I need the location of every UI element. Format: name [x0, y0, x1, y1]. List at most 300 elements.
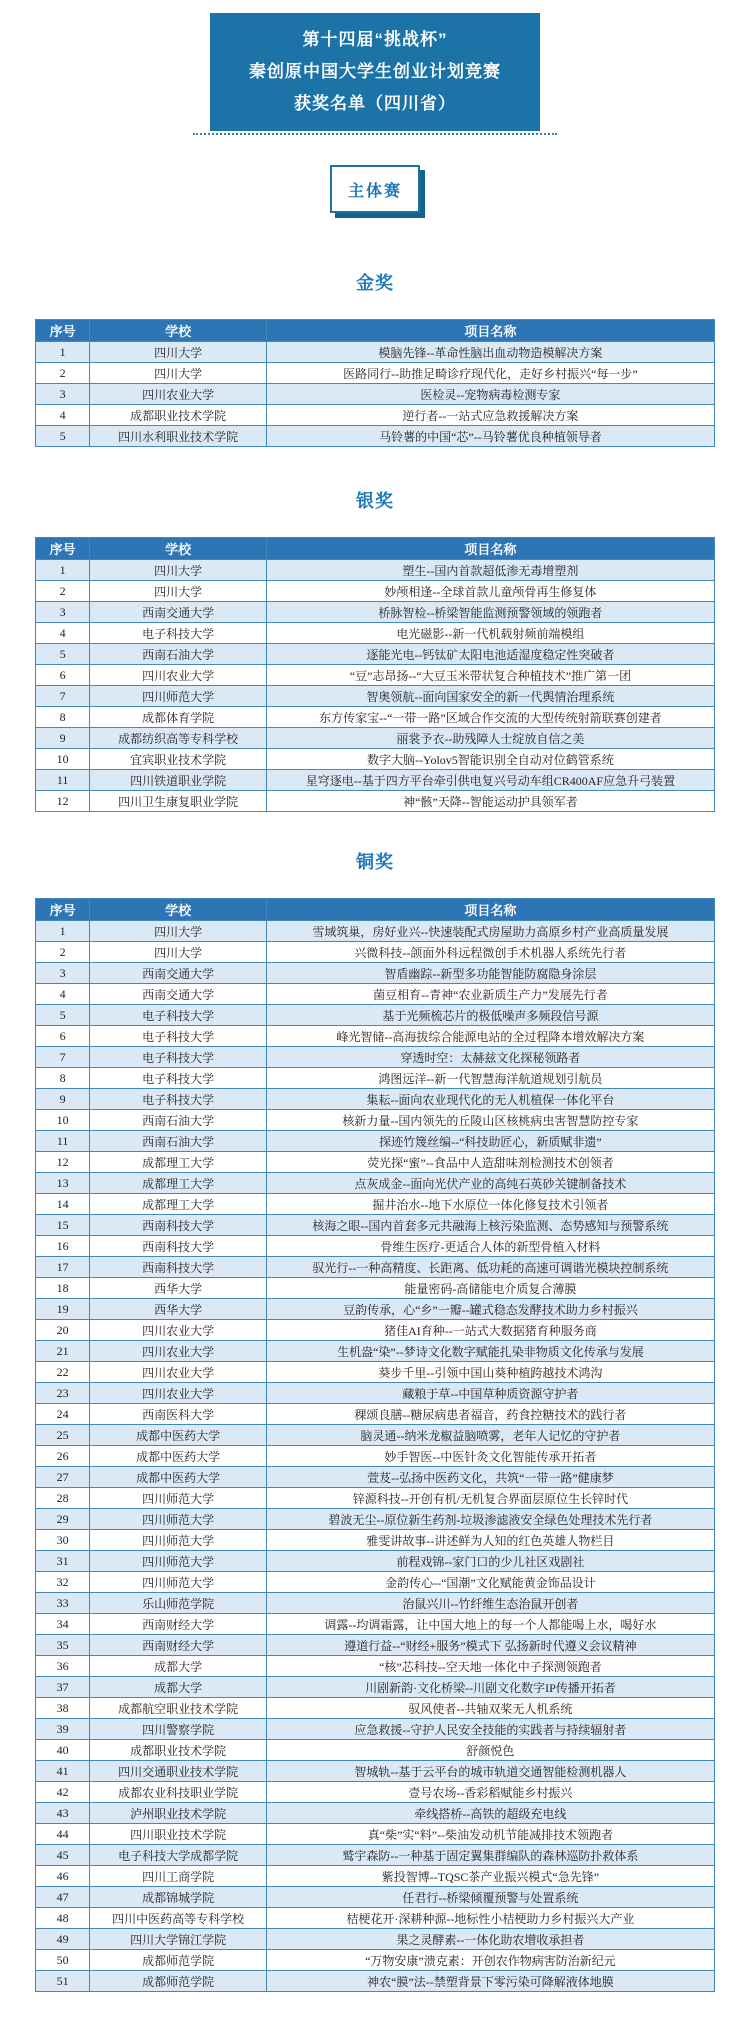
row-index: 6	[36, 665, 90, 686]
header-school: 学校	[90, 320, 267, 342]
school-name: 四川师范大学	[90, 1572, 267, 1593]
project-name: 医路同行--助推足畸诊疗现代化，走好乡村振兴“每一步”	[266, 363, 714, 384]
table-row	[36, 1278, 715, 1299]
bronze-award-section	[0, 848, 750, 1992]
table-row	[36, 342, 715, 363]
project-name: 舒颜悦色	[266, 1740, 714, 1761]
table-row	[36, 707, 715, 728]
table-row	[36, 1530, 715, 1551]
title-line-3: 获奖名单（四川省）	[294, 94, 456, 113]
project-name: 菌豆相育--青神“农业新质生产力”发展先行者	[266, 984, 714, 1005]
table-row	[36, 942, 715, 963]
table-row	[36, 1005, 715, 1026]
project-name: 电光磁影--新一代机载射频前端模组	[266, 623, 714, 644]
row-index: 21	[36, 1341, 90, 1362]
school-name: 四川大学	[90, 942, 267, 963]
school-name: 四川工商学院	[90, 1866, 267, 1887]
table-row	[36, 1320, 715, 1341]
row-index: 13	[36, 1173, 90, 1194]
table-row	[36, 1950, 715, 1971]
school-name: 成都中医药大学	[90, 1446, 267, 1467]
table-row	[36, 1929, 715, 1950]
project-name: 兴微科技--颌面外科远程微创手术机器人系统先行者	[266, 942, 714, 963]
school-name: 成都职业技术学院	[90, 1740, 267, 1761]
school-name: 成都农业科技职业学院	[90, 1782, 267, 1803]
school-name: 西南交通大学	[90, 602, 267, 623]
project-name: 脑灵通--纳米龙椒益脑喷雾，老年人记忆的守护者	[266, 1425, 714, 1446]
page	[0, 13, 750, 1993]
project-name: 牵线搭桥--高铁的超级充电线	[266, 1803, 714, 1824]
table-row	[36, 1068, 715, 1089]
project-name: 能量密码-高储能电介质复合薄膜	[266, 1278, 714, 1299]
table-row	[36, 1824, 715, 1845]
project-name: “核”芯科技--空天地一体化中子探测领跑者	[266, 1656, 714, 1677]
row-index: 9	[36, 1089, 90, 1110]
project-name: 驭光行--一种高精度、长距离、低功耗的高速可调谐光模块控制系统	[266, 1257, 714, 1278]
project-name: 紫投智博--TQSC茶产业振兴模式“急先锋”	[266, 1866, 714, 1887]
school-name: 四川大学	[90, 342, 267, 363]
table-header-row	[36, 320, 715, 342]
school-name: 成都航空职业技术学院	[90, 1698, 267, 1719]
project-name: 马铃薯的中国“芯”--马铃薯优良种植领导者	[266, 426, 714, 447]
row-index: 25	[36, 1425, 90, 1446]
project-name: 藏粮于草--中国草种质资源守护者	[266, 1383, 714, 1404]
row-index: 4	[36, 984, 90, 1005]
row-index: 11	[36, 1131, 90, 1152]
table-row	[36, 560, 715, 581]
project-name: 雅雯讲故事--讲述鲜为人知的红色英雄人物栏目	[266, 1530, 714, 1551]
row-index: 34	[36, 1614, 90, 1635]
project-name: 任君行--桥梁倾覆预警与处置系统	[266, 1887, 714, 1908]
bottom-padding	[0, 1992, 750, 1993]
school-name: 四川水利职业技术学院	[90, 426, 267, 447]
school-name: 电子科技大学	[90, 1005, 267, 1026]
row-index: 15	[36, 1215, 90, 1236]
row-index: 2	[36, 581, 90, 602]
school-name: 成都师范学院	[90, 1950, 267, 1971]
row-index: 10	[36, 1110, 90, 1131]
project-name: 壹号农场--香彩稻赋能乡村振兴	[266, 1782, 714, 1803]
table-row	[36, 1173, 715, 1194]
table-row	[36, 1782, 715, 1803]
row-index: 19	[36, 1299, 90, 1320]
table-row	[36, 1866, 715, 1887]
table-row	[36, 1908, 715, 1929]
row-index: 8	[36, 707, 90, 728]
row-index: 2	[36, 363, 90, 384]
table-row	[36, 1425, 715, 1446]
table-row	[36, 1551, 715, 1572]
school-name: 四川大学	[90, 363, 267, 384]
row-index: 44	[36, 1824, 90, 1845]
table-row	[36, 1299, 715, 1320]
row-index: 29	[36, 1509, 90, 1530]
table-row	[36, 1089, 715, 1110]
row-index: 35	[36, 1635, 90, 1656]
school-name: 电子科技大学	[90, 1026, 267, 1047]
project-name: 桔梗花开·深耕种源--地标性小桔梗助力乡村振兴大产业	[266, 1908, 714, 1929]
table-row	[36, 686, 715, 707]
school-name: 西南财经大学	[90, 1635, 267, 1656]
table-row	[36, 1446, 715, 1467]
school-name: 四川大学锦江学院	[90, 1929, 267, 1950]
school-name: 四川师范大学	[90, 1488, 267, 1509]
school-name: 成都纺织高等专科学校	[90, 728, 267, 749]
table-row	[36, 665, 715, 686]
school-name: 四川师范大学	[90, 1530, 267, 1551]
main-track-label: 主体赛	[347, 182, 402, 200]
table-row	[36, 405, 715, 426]
table-header-row	[36, 899, 715, 921]
table-row	[36, 1404, 715, 1425]
row-index: 22	[36, 1362, 90, 1383]
project-name: 模脑先锋--革命性脑出血动物造模解决方案	[266, 342, 714, 363]
table-row	[36, 1467, 715, 1488]
table-row	[36, 1971, 715, 1992]
table-row	[36, 1761, 715, 1782]
row-index: 16	[36, 1236, 90, 1257]
table-row	[36, 581, 715, 602]
row-index: 43	[36, 1803, 90, 1824]
row-index: 4	[36, 405, 90, 426]
title-line-2: 秦创原中国大学生创业计划竞赛	[249, 62, 501, 81]
row-index: 31	[36, 1551, 90, 1572]
project-name: “豆”志昂扬--“大豆玉米带状复合种植技术”推广第一团	[266, 665, 714, 686]
school-name: 四川师范大学	[90, 1509, 267, 1530]
project-name: 碧波无尘--原位新生药剂-垃圾渗滤液安全绿色处理技术先行者	[266, 1509, 714, 1530]
header-index: 序号	[36, 538, 90, 560]
table-row	[36, 1572, 715, 1593]
table-row	[36, 1614, 715, 1635]
project-name: 前程戏锦--家门口的少儿社区戏剧社	[266, 1551, 714, 1572]
project-name: 星穹逐电--基于四方平台牵引供电复兴号动车组CR400AF应急升弓装置	[266, 770, 714, 791]
project-name: 神农“膜”法--禁塑背景下零污染可降解液体地膜	[266, 1971, 714, 1992]
school-name: 成都理工大学	[90, 1173, 267, 1194]
school-name: 四川农业大学	[90, 384, 267, 405]
row-index: 3	[36, 963, 90, 984]
row-index: 18	[36, 1278, 90, 1299]
project-name: 猪佳AI育种--一站式大数据猪育种服务商	[266, 1320, 714, 1341]
table-row	[36, 384, 715, 405]
project-name: 掘井治水--地下水原位一体化修复技术引领者	[266, 1194, 714, 1215]
school-name: 四川师范大学	[90, 686, 267, 707]
project-name: 治鼠兴川--竹纤维生态治鼠开创者	[266, 1593, 714, 1614]
table-row	[36, 1740, 715, 1761]
row-index: 24	[36, 1404, 90, 1425]
school-name: 成都中医药大学	[90, 1425, 267, 1446]
row-index: 39	[36, 1719, 90, 1740]
project-name: 生机盎“染”--梦诗文化数字赋能扎染非物质文化传承与发展	[266, 1341, 714, 1362]
competition-title-box	[210, 13, 540, 131]
school-name: 乐山师范学院	[90, 1593, 267, 1614]
table-row	[36, 728, 715, 749]
school-name: 西南财经大学	[90, 1614, 267, 1635]
row-index: 7	[36, 686, 90, 707]
table-header-row	[36, 538, 715, 560]
table-row	[36, 1593, 715, 1614]
row-index: 5	[36, 644, 90, 665]
project-name: “万物安康”溃克素：开创农作物病害防治新纪元	[266, 1950, 714, 1971]
header-school: 学校	[90, 899, 267, 921]
row-index: 8	[36, 1068, 90, 1089]
project-name: 金韵传心--“国潮”文化赋能黄金饰品设计	[266, 1572, 714, 1593]
table-row	[36, 602, 715, 623]
school-name: 西南科技大学	[90, 1236, 267, 1257]
row-index: 14	[36, 1194, 90, 1215]
gold-award-section	[0, 269, 750, 447]
table-row	[36, 1362, 715, 1383]
table-row	[36, 1215, 715, 1236]
row-index: 3	[36, 602, 90, 623]
school-name: 泸州职业技术学院	[90, 1803, 267, 1824]
school-name: 四川大学	[90, 921, 267, 942]
school-name: 成都体育学院	[90, 707, 267, 728]
header-school: 学校	[90, 538, 267, 560]
school-name: 西南石油大学	[90, 1110, 267, 1131]
project-name: 医检灵--宠物病毒检测专家	[266, 384, 714, 405]
project-name: 穿透时空：太赫兹文化探秘领路者	[266, 1047, 714, 1068]
row-index: 6	[36, 1026, 90, 1047]
table-row	[36, 1845, 715, 1866]
school-name: 西南石油大学	[90, 1131, 267, 1152]
project-name: 萱芨--弘扬中医药文化，共筑“一带一路”健康梦	[266, 1467, 714, 1488]
school-name: 四川大学	[90, 560, 267, 581]
project-name: 峰光智储--高海拔综合能源电站的全过程降本增效解决方案	[266, 1026, 714, 1047]
school-name: 电子科技大学	[90, 1089, 267, 1110]
school-name: 四川农业大学	[90, 665, 267, 686]
project-name: 锌源科技--开创有机/无机复合界面层原位生长锌时代	[266, 1488, 714, 1509]
project-name: 智盾幽踪--新型多功能智能防腐隐身涂层	[266, 963, 714, 984]
gold-award-table	[35, 319, 715, 447]
table-row	[36, 1236, 715, 1257]
row-index: 33	[36, 1593, 90, 1614]
table-row	[36, 749, 715, 770]
school-name: 四川农业大学	[90, 1362, 267, 1383]
project-name: 妙颅相逢--全球首款儿童颅骨再生修复体	[266, 581, 714, 602]
row-index: 46	[36, 1866, 90, 1887]
row-index: 28	[36, 1488, 90, 1509]
project-name: 集耘--面向农业现代化的无人机植保一体化平台	[266, 1089, 714, 1110]
row-index: 40	[36, 1740, 90, 1761]
table-row	[36, 770, 715, 791]
row-index: 1	[36, 342, 90, 363]
school-name: 四川农业大学	[90, 1341, 267, 1362]
row-index: 41	[36, 1761, 90, 1782]
school-name: 宜宾职业技术学院	[90, 749, 267, 770]
main-track-button[interactable]	[330, 165, 420, 213]
table-row	[36, 791, 715, 812]
project-name: 丽裳予衣--助残障人士绽放自信之美	[266, 728, 714, 749]
school-name: 四川师范大学	[90, 1551, 267, 1572]
header-project: 项目名称	[266, 320, 714, 342]
row-index: 5	[36, 426, 90, 447]
project-name: 应急救援--守护人民安全技能的实践者与持续辐射者	[266, 1719, 714, 1740]
school-name: 成都中医药大学	[90, 1467, 267, 1488]
row-index: 5	[36, 1005, 90, 1026]
project-name: 神“骸”天降--智能运动护具领军者	[266, 791, 714, 812]
project-name: 智奥领航--面向国家安全的新一代舆情治理系统	[266, 686, 714, 707]
project-name: 驭风使者--共轴双桨无人机系统	[266, 1698, 714, 1719]
bronze-award-table	[35, 898, 715, 1992]
project-name: 妙手智医--中医针灸文化智能传承开拓者	[266, 1446, 714, 1467]
project-name: 雪域筑巢，房好业兴--快速装配式房屋助力高原乡村产业高质量发展	[266, 921, 714, 942]
school-name: 四川农业大学	[90, 1320, 267, 1341]
row-index: 49	[36, 1929, 90, 1950]
school-name: 电子科技大学	[90, 1068, 267, 1089]
project-name: 逐能光电--钙钛矿太阳电池适湿度稳定性突破者	[266, 644, 714, 665]
title-line-1: 第十四届“挑战杯”	[302, 30, 448, 49]
table-row	[36, 1026, 715, 1047]
table-row	[36, 1656, 715, 1677]
silver-award-table	[35, 537, 715, 812]
school-name: 成都大学	[90, 1656, 267, 1677]
table-row	[36, 1341, 715, 1362]
project-name: 核海之眼--国内首套多元共融海上核污染监测、态势感知与预警系统	[266, 1215, 714, 1236]
table-row	[36, 363, 715, 384]
school-name: 西南科技大学	[90, 1215, 267, 1236]
table-row	[36, 963, 715, 984]
dotted-divider	[193, 133, 557, 135]
row-index: 51	[36, 1971, 90, 1992]
row-index: 20	[36, 1320, 90, 1341]
table-row	[36, 1509, 715, 1530]
row-index: 42	[36, 1782, 90, 1803]
project-name: 葵步千里--引领中国山葵种植跨越技术鸿沟	[266, 1362, 714, 1383]
table-row	[36, 1488, 715, 1509]
row-index: 47	[36, 1887, 90, 1908]
school-name: 四川铁道职业学院	[90, 770, 267, 791]
row-index: 17	[36, 1257, 90, 1278]
section-title: 银奖	[356, 491, 394, 511]
table-row	[36, 1719, 715, 1740]
header-project: 项目名称	[266, 538, 714, 560]
school-name: 电子科技大学成都学院	[90, 1845, 267, 1866]
table-row	[36, 1047, 715, 1068]
project-name: 点灰成金--面向光伏产业的高纯石英砂关键制备技术	[266, 1173, 714, 1194]
row-index: 37	[36, 1677, 90, 1698]
row-index: 2	[36, 942, 90, 963]
row-index: 7	[36, 1047, 90, 1068]
section-title: 金奖	[356, 273, 394, 293]
project-name: 川剧新韵·文化桥梁--川剧文化数字IP传播开拓者	[266, 1677, 714, 1698]
table-row	[36, 1383, 715, 1404]
school-name: 四川中医药高等专科学校	[90, 1908, 267, 1929]
row-index: 23	[36, 1383, 90, 1404]
project-name: 数字大脑--Yolov5智能识别全自动对位鹤管系统	[266, 749, 714, 770]
school-name: 四川大学	[90, 581, 267, 602]
school-name: 成都师范学院	[90, 1971, 267, 1992]
school-name: 西南交通大学	[90, 963, 267, 984]
project-name: 东方传家宝--“一带一路”区域合作交流的大型传统射箭联赛创建者	[266, 707, 714, 728]
project-name: 探迹竹篾丝编--“科技助匠心，新质赋非遗”	[266, 1131, 714, 1152]
row-index: 1	[36, 560, 90, 581]
header-index: 序号	[36, 899, 90, 921]
section-title: 铜奖	[356, 852, 394, 872]
row-index: 10	[36, 749, 90, 770]
school-name: 电子科技大学	[90, 623, 267, 644]
table-row	[36, 1194, 715, 1215]
row-index: 38	[36, 1698, 90, 1719]
school-name: 四川职业技术学院	[90, 1824, 267, 1845]
table-row	[36, 1803, 715, 1824]
row-index: 50	[36, 1950, 90, 1971]
project-name: 果之灵酵素--一体化助农增收承担者	[266, 1929, 714, 1950]
school-name: 成都大学	[90, 1677, 267, 1698]
row-index: 3	[36, 384, 90, 405]
school-name: 西南交通大学	[90, 984, 267, 1005]
table-row	[36, 1257, 715, 1278]
row-index: 11	[36, 770, 90, 791]
row-index: 26	[36, 1446, 90, 1467]
table-row	[36, 1677, 715, 1698]
project-name: 鹫宇森防--一种基于固定翼集群编队的森林巡防扑救体系	[266, 1845, 714, 1866]
project-name: 稞颂良膳--糖尿病患者福音，药食控糖技术的践行者	[266, 1404, 714, 1425]
school-name: 西南石油大学	[90, 644, 267, 665]
table-row	[36, 984, 715, 1005]
project-name: 桥脉智检--桥梁智能监测预警领域的领跑者	[266, 602, 714, 623]
table-row	[36, 1635, 715, 1656]
row-index: 12	[36, 1152, 90, 1173]
table-row	[36, 1152, 715, 1173]
project-name: 遵道行益--“财经+服务”模式下 弘扬新时代遵义会议精神	[266, 1635, 714, 1656]
school-name: 四川卫生康复职业学院	[90, 791, 267, 812]
project-name: 鸿图远洋--新一代智慧海洋航道规划引航员	[266, 1068, 714, 1089]
project-name: 调露--均调霜露，让中国大地上的每一个人都能喝上水，喝好水	[266, 1614, 714, 1635]
table-row	[36, 921, 715, 942]
table-row	[36, 1698, 715, 1719]
row-index: 30	[36, 1530, 90, 1551]
school-name: 电子科技大学	[90, 1047, 267, 1068]
row-index: 32	[36, 1572, 90, 1593]
row-index: 4	[36, 623, 90, 644]
row-index: 36	[36, 1656, 90, 1677]
row-index: 1	[36, 921, 90, 942]
table-row	[36, 1110, 715, 1131]
school-name: 四川交通职业技术学院	[90, 1761, 267, 1782]
project-name: 逆行者--一站式应急救援解决方案	[266, 405, 714, 426]
table-row	[36, 1131, 715, 1152]
school-name: 西南科技大学	[90, 1257, 267, 1278]
table-row	[36, 1887, 715, 1908]
project-name: 荧光探“蜜”--食品中人造甜味剂检测技术创领者	[266, 1152, 714, 1173]
school-name: 西南医科大学	[90, 1404, 267, 1425]
school-name: 西华大学	[90, 1299, 267, 1320]
silver-award-section	[0, 487, 750, 812]
table-row	[36, 623, 715, 644]
table-row	[36, 426, 715, 447]
school-name: 四川农业大学	[90, 1383, 267, 1404]
row-index: 27	[36, 1467, 90, 1488]
table-row	[36, 644, 715, 665]
header-project: 项目名称	[266, 899, 714, 921]
project-name: 基于光频梳芯片的极低噪声多频段信号源	[266, 1005, 714, 1026]
project-name: 核新力量--国内领先的丘陵山区核桃病虫害智慧防控专家	[266, 1110, 714, 1131]
school-name: 西华大学	[90, 1278, 267, 1299]
project-name: 真“柴”实“料”--柴油发动机节能减排技术领跑者	[266, 1824, 714, 1845]
row-index: 45	[36, 1845, 90, 1866]
header-index: 序号	[36, 320, 90, 342]
project-name: 豆韵传承，心“乡”一瓣--罐式稳态发酵技术助力乡村振兴	[266, 1299, 714, 1320]
school-name: 成都理工大学	[90, 1194, 267, 1215]
project-name: 塑生--国内首款超低渗无毒增塑剂	[266, 560, 714, 581]
project-name: 智城轨--基于云平台的城市轨道交通智能检测机器人	[266, 1761, 714, 1782]
project-name: 骨维生医疗-更适合人体的新型骨植入材料	[266, 1236, 714, 1257]
school-name: 成都职业技术学院	[90, 405, 267, 426]
school-name: 成都锦城学院	[90, 1887, 267, 1908]
row-index: 12	[36, 791, 90, 812]
row-index: 9	[36, 728, 90, 749]
school-name: 成都理工大学	[90, 1152, 267, 1173]
